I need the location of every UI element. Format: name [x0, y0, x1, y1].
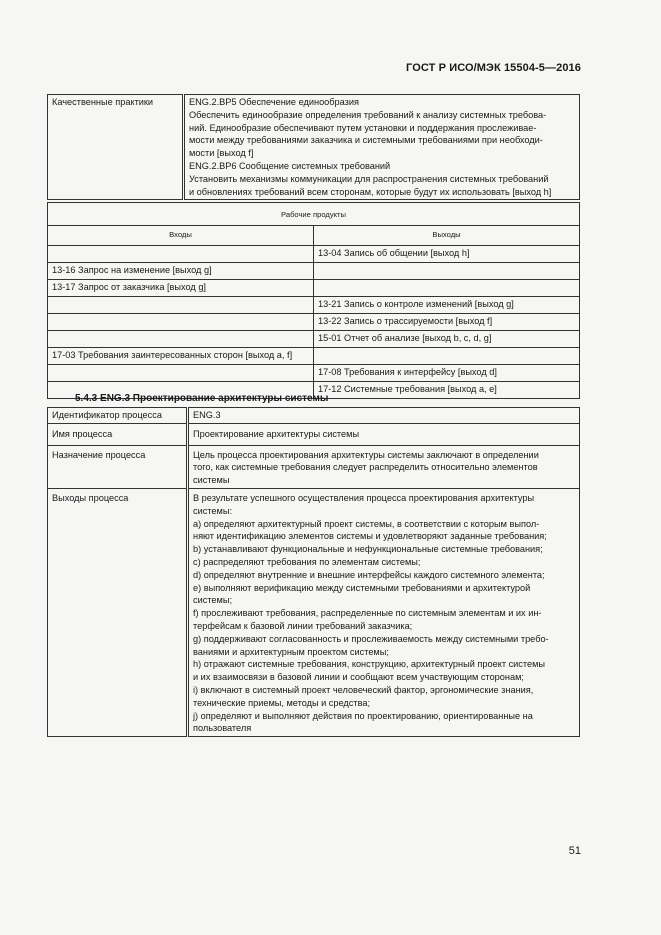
outcome-line: g) поддерживают согласованность и прослеживаемость между системными требо-: [193, 633, 549, 644]
work-products-table: [47, 202, 580, 399]
wp-input-cell: [48, 313, 314, 330]
process-outcomes-label: Выходы процесса: [48, 488, 188, 736]
quality-practices-content: [184, 95, 580, 200]
outcome-line: d) определяют внутренние и внешние интерфейсы каждого системного элемента;: [193, 569, 545, 580]
wp-output-cell: 15-01 Отчет об анализе [выход b, c, d, g]: [314, 330, 580, 347]
process-name-value: Проектирование архитектуры системы: [188, 423, 580, 445]
wp-output-cell: [314, 262, 580, 279]
purpose-line: того, как системные требования следует распределить относительно элементов: [193, 462, 538, 473]
process-purpose-label: Назначение процесса: [48, 445, 188, 488]
wp-input-cell: 13-17 Запрос от заказчика [выход g]: [48, 279, 314, 296]
outputs-header: Выходы: [314, 225, 580, 245]
outcome-line: f) прослеживают требования, распределенные по системным элементам и их ин-: [193, 608, 542, 619]
qp-line: и обновлениях требований всем сторонам, которые будут их использовать [выход h]: [189, 186, 552, 197]
outcome-line: c) распределяют требования по элементам системы;: [193, 556, 421, 567]
outcome-line: a) определяют архитектурный проект системы, в соответствии с которым выпол-: [193, 518, 540, 529]
wp-output-cell: 17-08 Требования к интерфейсу [выход d]: [314, 364, 580, 381]
qp-line: ENG.2.BP5 Обеспечение единообразия: [189, 97, 359, 107]
page-number: 51: [568, 845, 581, 857]
outcome-line: ваниями и архитектурным проектом системы;: [193, 646, 389, 657]
outcome-line: e) выполняют верификацию между системными требованиями и архитектурой: [193, 582, 531, 593]
outcome-line: и их взаимосвязи в базовой линии и сообщают всем участвующим сторонам;: [193, 672, 524, 683]
qp-line: Обеспечить единообразие определения требований к анализу системных требова-: [189, 109, 547, 120]
wp-output-cell: 13-21 Запись о контроле изменений [выход g]: [314, 296, 580, 313]
outcome-line: системы:: [193, 505, 233, 516]
wp-output-cell: 13-22 Запись о трассируемости [выход f]: [314, 313, 580, 330]
process-id-label: Идентификатор процесса: [48, 408, 188, 424]
document-code: ГОСТ Р ИСО/МЭК 15504-5—2016: [406, 62, 581, 74]
outcome-line: i) включают в системный проект человеческий фактор, эргономические знания,: [193, 684, 534, 695]
section-title: 5.4.3 ENG.3 Проектирование архитектуры системы: [75, 393, 329, 404]
qp-line: ний. Единообразие обеспечивают путем установки и поддержания прослеживае-: [189, 122, 537, 133]
wp-input-cell: [48, 330, 314, 347]
purpose-line: Цель процесса проектирования архитектуры системы заключают в определении: [193, 449, 539, 460]
outcome-line: системы;: [193, 595, 233, 606]
wp-input-cell: 17-03 Требования заинтересованных сторон [выход a, f]: [48, 347, 314, 364]
wp-input-cell: [48, 245, 314, 262]
wp-input-cell: [48, 296, 314, 313]
quality-practices-table: [47, 94, 580, 200]
purpose-line: системы: [193, 475, 230, 486]
process-table: [47, 407, 580, 737]
wp-output-cell: 17-12 Системные требования [выход a, e]: [314, 381, 580, 398]
work-products-title: Рабочие продукты: [48, 203, 580, 226]
outcome-line: j) определяют и выполняют действия по проектированию, ориентированные на: [193, 710, 533, 721]
outcome-line: пользователя: [193, 723, 252, 734]
outcome-line: технические приемы, методы и средства;: [193, 697, 371, 708]
outcome-line: терфейсам к базовой линии требований заказчика;: [193, 620, 413, 631]
qp-line: Установить механизмы коммуникации для распространения системных требований: [189, 173, 549, 184]
outcome-line: h) отражают системные требования, конструкцию, архитектурный проект системы: [193, 659, 546, 670]
qp-line: мости [выход f]: [189, 148, 254, 159]
wp-input-cell: 13-16 Запрос на изменение [выход g]: [48, 262, 314, 279]
process-outcomes-content: [188, 488, 580, 736]
wp-output-cell: [314, 347, 580, 364]
process-purpose-content: [188, 445, 580, 488]
qp-line: мости между требованиями заказчика и системными требованиями при необходи-: [189, 135, 543, 146]
process-name-label: Имя процесса: [48, 423, 188, 445]
process-id-value: ENG.3: [188, 408, 580, 424]
quality-practices-label: Качественные практики: [48, 95, 184, 200]
outcome-line: няют идентификацию элементов системы и удовлетворяют заданные требования;: [193, 531, 547, 542]
wp-output-cell: 13-04 Запись об общении [выход h]: [314, 245, 580, 262]
outcome-line: b) устанавливают функциональные и нефункциональные системные требования;: [193, 544, 543, 555]
wp-input-cell: [48, 364, 314, 381]
qp-line: ENG.2.BP6 Сообщение системных требований: [189, 160, 391, 171]
outcome-line: В результате успешного осуществления процесса проектирования архитектуры: [193, 492, 535, 503]
inputs-header: Входы: [48, 225, 314, 245]
wp-output-cell: [314, 279, 580, 296]
